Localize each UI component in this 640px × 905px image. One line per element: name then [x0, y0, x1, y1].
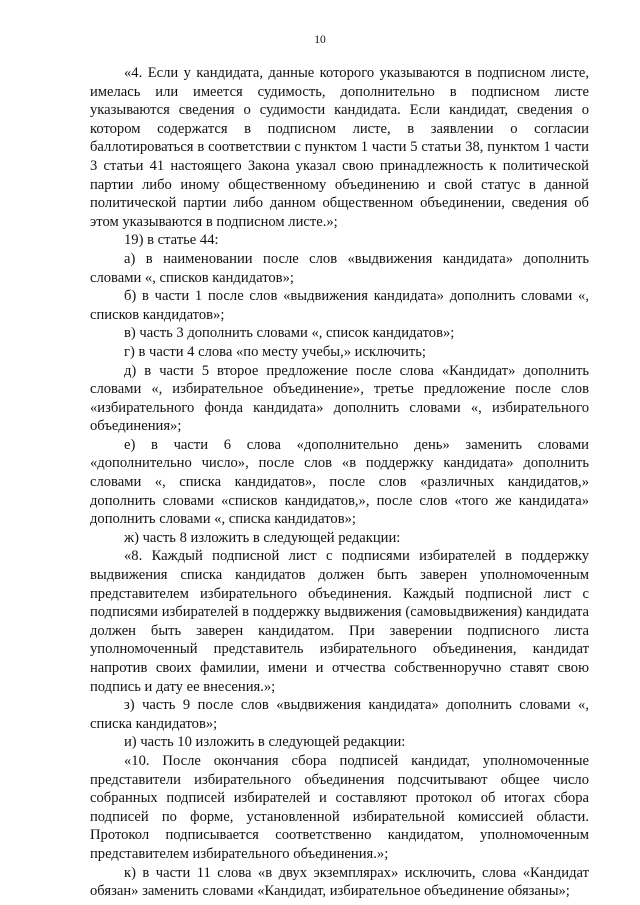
- paragraph-subitem-a: а) в наименовании после слов «выдвижения кандидата» дополнить словами «, списков кандидатов»;: [90, 250, 589, 286]
- paragraph-subitem-i: и) часть 10 изложить в следующей редакции:: [124, 734, 406, 751]
- document-body: [90, 64, 589, 901]
- paragraph-part-8-text: «8. Каждый подписной лист с подписями избирателей в поддержку выдвижения списка кандидатов должен быть заверен уполномоченным представителем избирательного объединения. Каждый подписной лист с подписями избирателей в поддержку выдвижения (самовыдвижения) кандидата должен быть заверен кандидатом. При заверении подписного листа уполномоченный представитель избирательного объединения, кандидат напротив своих фамилии, имени и отчества собственноручно ставят свою подпись и дату ее внесения.»;: [90, 548, 589, 695]
- paragraph-subitem-b: б) в части 1 после слов «выдвижения кандидата» дополнить словами «, списков кандидатов»;: [90, 288, 589, 323]
- paragraph-subitem-g: г) в части 4 слова «по месту учебы,» исключить;: [124, 343, 426, 360]
- paragraph-subitem-v: в) часть 3 дополнить словами «, список кандидатов»;: [124, 325, 455, 342]
- paragraph-subitem-zh: ж) часть 8 изложить в следующей редакции:: [124, 529, 401, 546]
- page-number: 10: [314, 34, 326, 46]
- paragraph-part-4-text: «4. Если у кандидата, данные которого указываются в подписном листе, имелась или имеется судимость, дополнительно в подписном листе указываются сведения о судимости кандидата. Если кандидат, сведения о котором содержатся в подписном листе, в заявлении о согласии баллотироваться в соответствии с пунктом 1 части 5 статьи 38, пунктом 1 части 3 статьи 41 настоящего Закона указал свою принадлежность к политической партии либо иному общественному объединению и свой статус в данной политической партии либо данном общественном объединении, сведения об этом указываются в подписном листе.»;: [90, 65, 589, 230]
- paragraph-part-10-text: «10. После окончания сбора подписей кандидат, уполномоченные представители избирательного объединения подсчитывают общее число собранных подписей избирателей и составляют протокол об итогах сбора подписей по форме, установленной избирательной комиссией области. Протокол подписывается соответственно кандидатом, уполномоченным представителем избирательного объединения.»;: [90, 752, 589, 862]
- paragraph-subitem-e: е) в части 6 слова «дополнительно день» заменить словами «дополнительно число», после слов «в поддержку кандидата» дополнить словами «, списка кандидатов», после слов «различных кандидатов,» дополнить словами «списков кандидатов,», после слов «того же кандидата» дополнить словами «, списка кандидатов»;: [90, 436, 589, 528]
- paragraph-item-19: 19) в статье 44:: [124, 232, 219, 249]
- paragraph-subitem-z: з) часть 9 после слов «выдвижения кандидата» дополнить словами «, списка кандидатов»;: [90, 697, 589, 732]
- paragraph-subitem-k: к) в части 11 слова «в двух экземплярах» исключить, слова «Кандидат обязан» заменить словами «Кандидат, избирательное объединение обязаны»;: [90, 864, 589, 900]
- paragraph-subitem-d: д) в части 5 второе предложение после слова «Кандидат» дополнить словами «, избирательное объединение», третье предложение после слов «избирательного фонда кандидата» дополнить словами «, избирательного объединения»;: [90, 362, 589, 435]
